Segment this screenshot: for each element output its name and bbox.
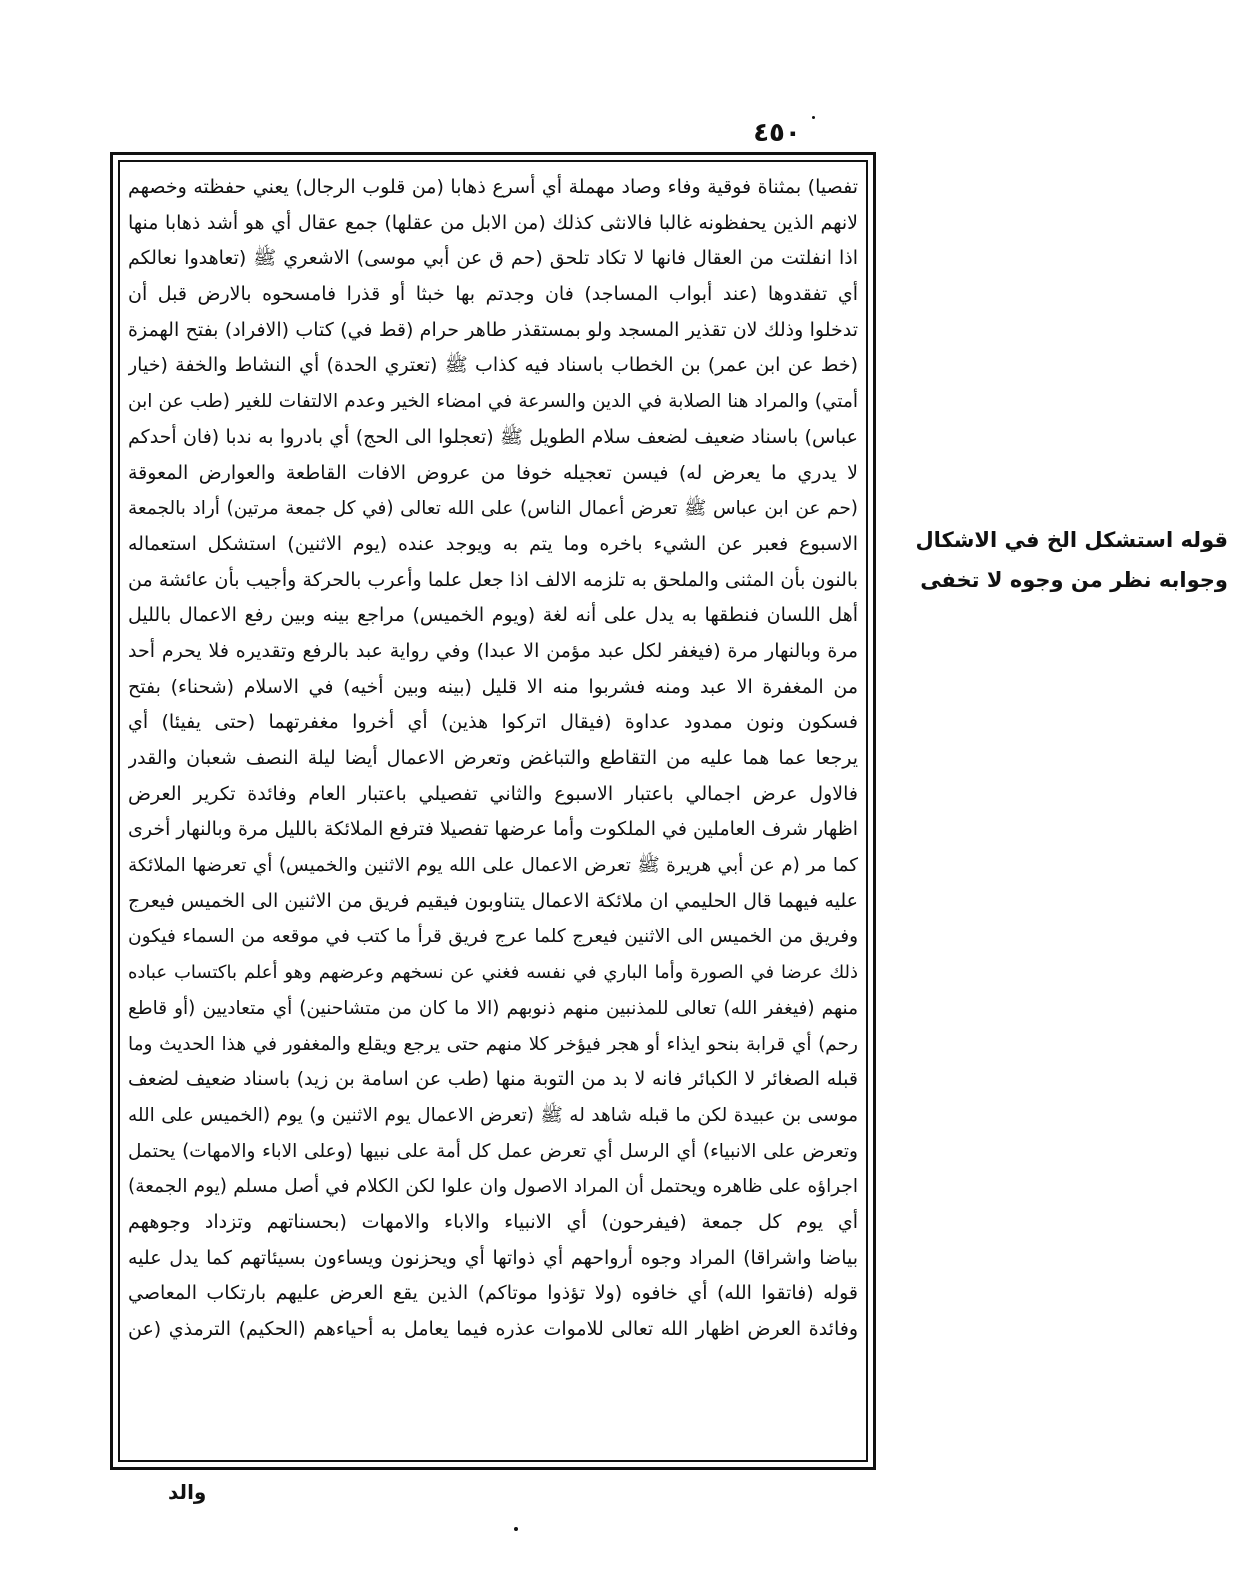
margin-note-line: وجوابه نظر من وجوه لا تخفى <box>920 568 1228 592</box>
text-line: بياضا واشراقا) المراد وجوه أرواحهم أي ذواتها أي ويحزنون ويساءون بسيئاتهم كما يدل عليه <box>128 1246 858 1269</box>
text-line: عباس) باسناد ضعيف لضعف سلام الطويل ﷺ (تعجلوا الى الحج) أي بادروا به ندبا (فان أحدكم <box>128 425 858 448</box>
text-line: (خط عن ابن عمر) بن الخطاب باسناد فيه كذاب ﷺ (تعتري الحدة) أي النشاط والخفة (خيار <box>128 354 858 377</box>
text-line: لا يدري ما يعرض له) فيسن تعجيله خوفا من عروض الافات القاطعة والعوارض المعوقة <box>128 461 858 484</box>
ink-speck <box>514 1527 518 1531</box>
text-line: اظهار شرف العاملين في الملكوت وأما عرضها تفصيلا فترفع الملائكة بالليل مرة وبالنهار أخرى <box>128 818 858 841</box>
text-line: ذلك عرضا في الصورة وأما الباري في نفسه فغني عن نسخهم وعرضهم وهو أعلم باكتساب عباده <box>128 962 858 984</box>
text-line: منهم (فيغفر الله) تعالى للمذنبين منهم ذنوبهم (الا ما كان من متشاحنين) أي متعاديين (أو قاطع <box>128 997 858 1019</box>
text-line: أمتي) والمراد هنا الصلابة في الدين والسرعة في امضاء الخير وعدم الالتفات للغير (طب عن ابن <box>128 391 858 413</box>
text-line: أي يوم كل جمعة (فيفرحون) أي الانبياء والاباء والامهات (بحسناتهم وتزداد وجوههم <box>128 1210 858 1233</box>
text-line: عليه فيهما قال الحليمي ان ملائكة الاعمال يتناوبون فيقيم فريق من الاثنين الى الخميس فيعرج <box>128 889 858 912</box>
catchword: والد <box>168 1480 207 1504</box>
text-line: تدخلوا وذلك لان تقذير المسجد ولو بمستقذر طاهر حرام (قط في) كتاب (الافراد) بفتح الهمزة <box>128 318 858 341</box>
text-line: وتعرض على الانبياء) أي الرسل أي تعرض عمل كل أمة على نبيها (وعلى الاباء والامهات) يحتمل <box>128 1140 858 1162</box>
text-line: اذا انفلتت من العقال فانها لا تكاد تلحق (حم ق عن أبي موسى) الاشعري ﷺ (تعاهدوا نعالكم <box>128 247 858 270</box>
text-line: فسكون ونون ممدود عداوة (فيقال اتركوا هذين) أي أخروا مغفرتهما (حتى يفيئا) أي <box>128 711 858 734</box>
margin-note <box>882 520 1228 600</box>
text-line: اجراؤه على ظاهره ويحتمل أن المراد الاصول وان علوا لكن الكلام في أصل مسلم (يوم الجمعة) <box>128 1176 858 1198</box>
text-line: كما مر (م عن أبي هريرة ﷺ تعرض الاعمال على الله يوم الاثنين والخميس) أي تعرضها الملائكة <box>128 855 858 877</box>
text-line: بالنون بأن المثنى والملحق به تلزمه الالف اذا جعل علما وأعرب بالحركة وأجيب بأن عائشة من <box>128 568 858 591</box>
text-line: الاسبوع فعبر عن الشيء باخره وما يتم به ويوجد عنده (يوم الاثنين) استشكل استعماله <box>128 532 858 555</box>
text-line: وفريق من الخميس الى الاثنين فيعرج كلما عرج فريق قرأ ما كتب في موقعه من السماء فيكون <box>128 926 858 948</box>
text-line: فالاول عرض اجمالي باعتبار الاسبوع والثاني تفصيلي باعتبار العام وفائدة تكرير العرض <box>128 782 858 805</box>
page-number: ٤٥٠ <box>753 118 801 148</box>
text-line: يرجعا عما هما عليه من التقاطع والتباغض وتعرض الاعمال أيضا ليلة النصف شعبان والقدر <box>128 747 858 769</box>
margin-note-line: قوله استشكل الخ في الاشكال <box>915 528 1228 552</box>
ink-speck <box>812 116 815 119</box>
text-line: أي تفقدوها (عند أبواب المساجد) فان وجدتم بها خبثا أو قذرا فامسحوه بالارض قبل أن <box>128 283 858 306</box>
main-text-block <box>128 170 858 1456</box>
text-line: (حم عن ابن عباس ﷺ تعرض أعمال الناس) على الله تعالى (في كل جمعة مرتين) أراد بالجمعة <box>128 498 858 520</box>
text-line: وفائدة العرض اظهار الله تعالى للاموات عذره فيما يعامل به أحياءهم (الحكيم) الترمذي (عن <box>128 1318 858 1340</box>
text-line: مرة وبالنهار مرة (فيغفر لكل عبد مؤمن الا عبدا) وفي رواية عبد بالرفع وتقديره فلا يحرم أحد <box>128 639 858 662</box>
text-line: قبله الصغائر لا الكبائر فانه لا بد من التوبة منها (طب عن اسامة بن زيد) باسناد ضعيف لضعف <box>128 1068 858 1091</box>
text-line: من المغفرة الا عبد ومنه فشربوا منه الا قليل (بينه وبين أخيه) في الاسلام (شحناء) بفتح <box>128 675 858 698</box>
text-line: موسى بن عبيدة لكن ما قبله شاهد له ﷺ (تعرض الاعمال يوم الاثنين و) يوم (الخميس على الله <box>128 1104 858 1126</box>
text-line: قوله (فاتقوا الله) أي خافوه (ولا تؤذوا موتاكم) الذين يقع العرض عليهم بارتكاب المعاصي <box>128 1282 858 1305</box>
text-line: لانهم الذين يحفظونه غالبا فالانثى كذلك (من الابل من عقلها) جمع عقال أي هو أشد ذهابا منها <box>128 211 858 234</box>
text-line: أهل اللسان فنطقها به يدل على أنه لغة (ويوم الخميس) مراجع بينه وبين رفع الاعمال بالليل <box>128 604 858 627</box>
text-line: رحم) أي قرابة بنحو ايذاء أو هجر فيؤخر كلا منهم حتى يرجع ويقلع والمغفور في هذا الحديث وما <box>128 1033 858 1055</box>
text-line: تفصيا) بمثناة فوقية وفاء وصاد مهملة أي أسرع ذهابا (من قلوب الرجال) يعني حفظته وخصهم <box>128 176 858 198</box>
